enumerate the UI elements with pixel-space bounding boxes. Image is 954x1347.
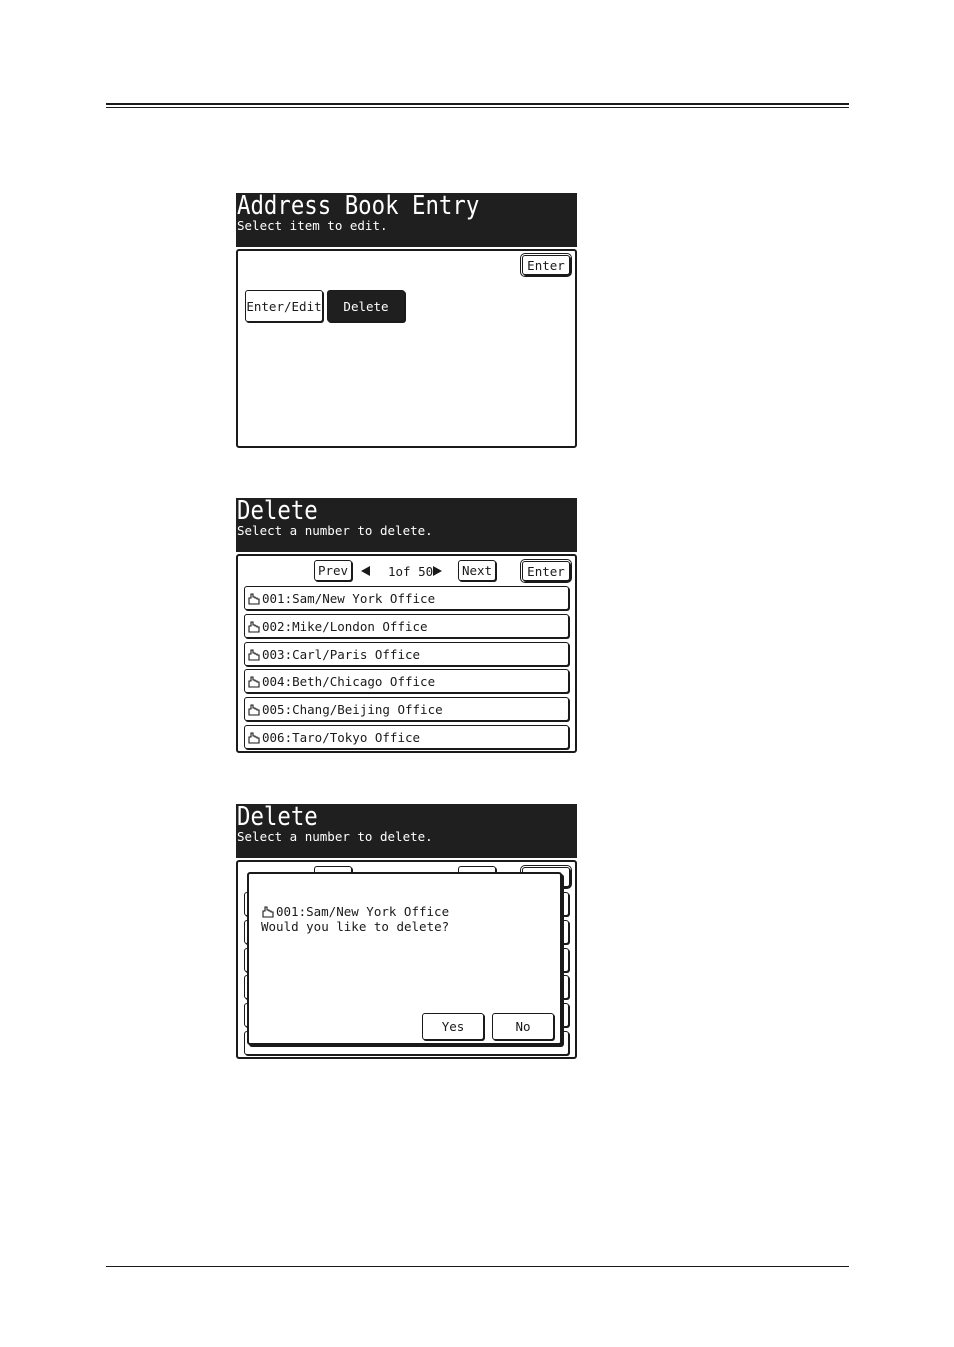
- entry-label: 004:Beth/Chicago Office: [262, 673, 436, 689]
- enter-button[interactable]: Enter: [522, 255, 570, 275]
- dialog-message: [261, 904, 449, 934]
- screen-title: Address Book Entry: [237, 191, 480, 221]
- next-button[interactable]: Next: [458, 560, 496, 581]
- list-item[interactable]: [244, 614, 569, 638]
- entry-label: 003:Carl/Paris Office: [262, 646, 421, 662]
- screen-header: [236, 804, 577, 858]
- screen-title: Delete: [237, 802, 318, 832]
- entry-label: 001:Sam/New York Office: [262, 590, 436, 606]
- header-rule-thick: [106, 103, 849, 105]
- screen-title: Delete: [237, 496, 318, 526]
- screen-header: [236, 193, 577, 247]
- hand-icon: [247, 703, 261, 716]
- address-book-entry-screen: [236, 193, 577, 448]
- entry-label: 005:Chang/Beijing Office: [262, 701, 443, 717]
- arrow-right-icon[interactable]: [433, 566, 442, 576]
- page-navigator: [361, 562, 442, 580]
- header-rule-thin: [106, 107, 849, 108]
- hand-icon: [247, 620, 261, 633]
- enter-button[interactable]: Enter: [522, 561, 570, 581]
- screen-subtitle: Select item to edit.: [237, 218, 388, 233]
- screen-body: [236, 249, 577, 448]
- hand-icon: [247, 648, 261, 661]
- footer-rule: [106, 1266, 849, 1267]
- list-item[interactable]: [244, 669, 569, 693]
- entry-label: 002:Mike/London Office: [262, 618, 428, 634]
- delete-button[interactable]: Delete: [327, 290, 405, 322]
- list-item[interactable]: [244, 586, 569, 610]
- hand-icon: [247, 731, 261, 744]
- hand-icon: [247, 675, 261, 688]
- hand-icon: [247, 592, 261, 605]
- hand-icon: [261, 905, 275, 918]
- yes-button[interactable]: Yes: [422, 1013, 484, 1040]
- enter-edit-button[interactable]: Enter/Edit: [245, 290, 323, 322]
- entry-label: 006:Taro/Tokyo Office: [262, 729, 421, 745]
- dialog-question: Would you like to delete?: [261, 919, 450, 934]
- prev-button[interactable]: Prev: [314, 560, 352, 581]
- screen-subtitle: Select a number to delete.: [237, 523, 433, 538]
- screen-header: [236, 498, 577, 552]
- list-item[interactable]: [244, 697, 569, 721]
- list-item[interactable]: [244, 725, 569, 749]
- delete-list-screen: [236, 498, 577, 753]
- screen-subtitle: Select a number to delete.: [237, 829, 433, 844]
- list-item[interactable]: [244, 642, 569, 666]
- page-indicator: 1of 50: [388, 563, 434, 579]
- screen-body: [236, 554, 577, 753]
- dialog-entry: 001:Sam/New York Office: [276, 904, 450, 919]
- no-button[interactable]: No: [492, 1013, 554, 1040]
- arrow-left-icon[interactable]: [361, 566, 370, 576]
- confirm-dialog: [247, 872, 562, 1045]
- delete-confirm-screen: [236, 804, 577, 1059]
